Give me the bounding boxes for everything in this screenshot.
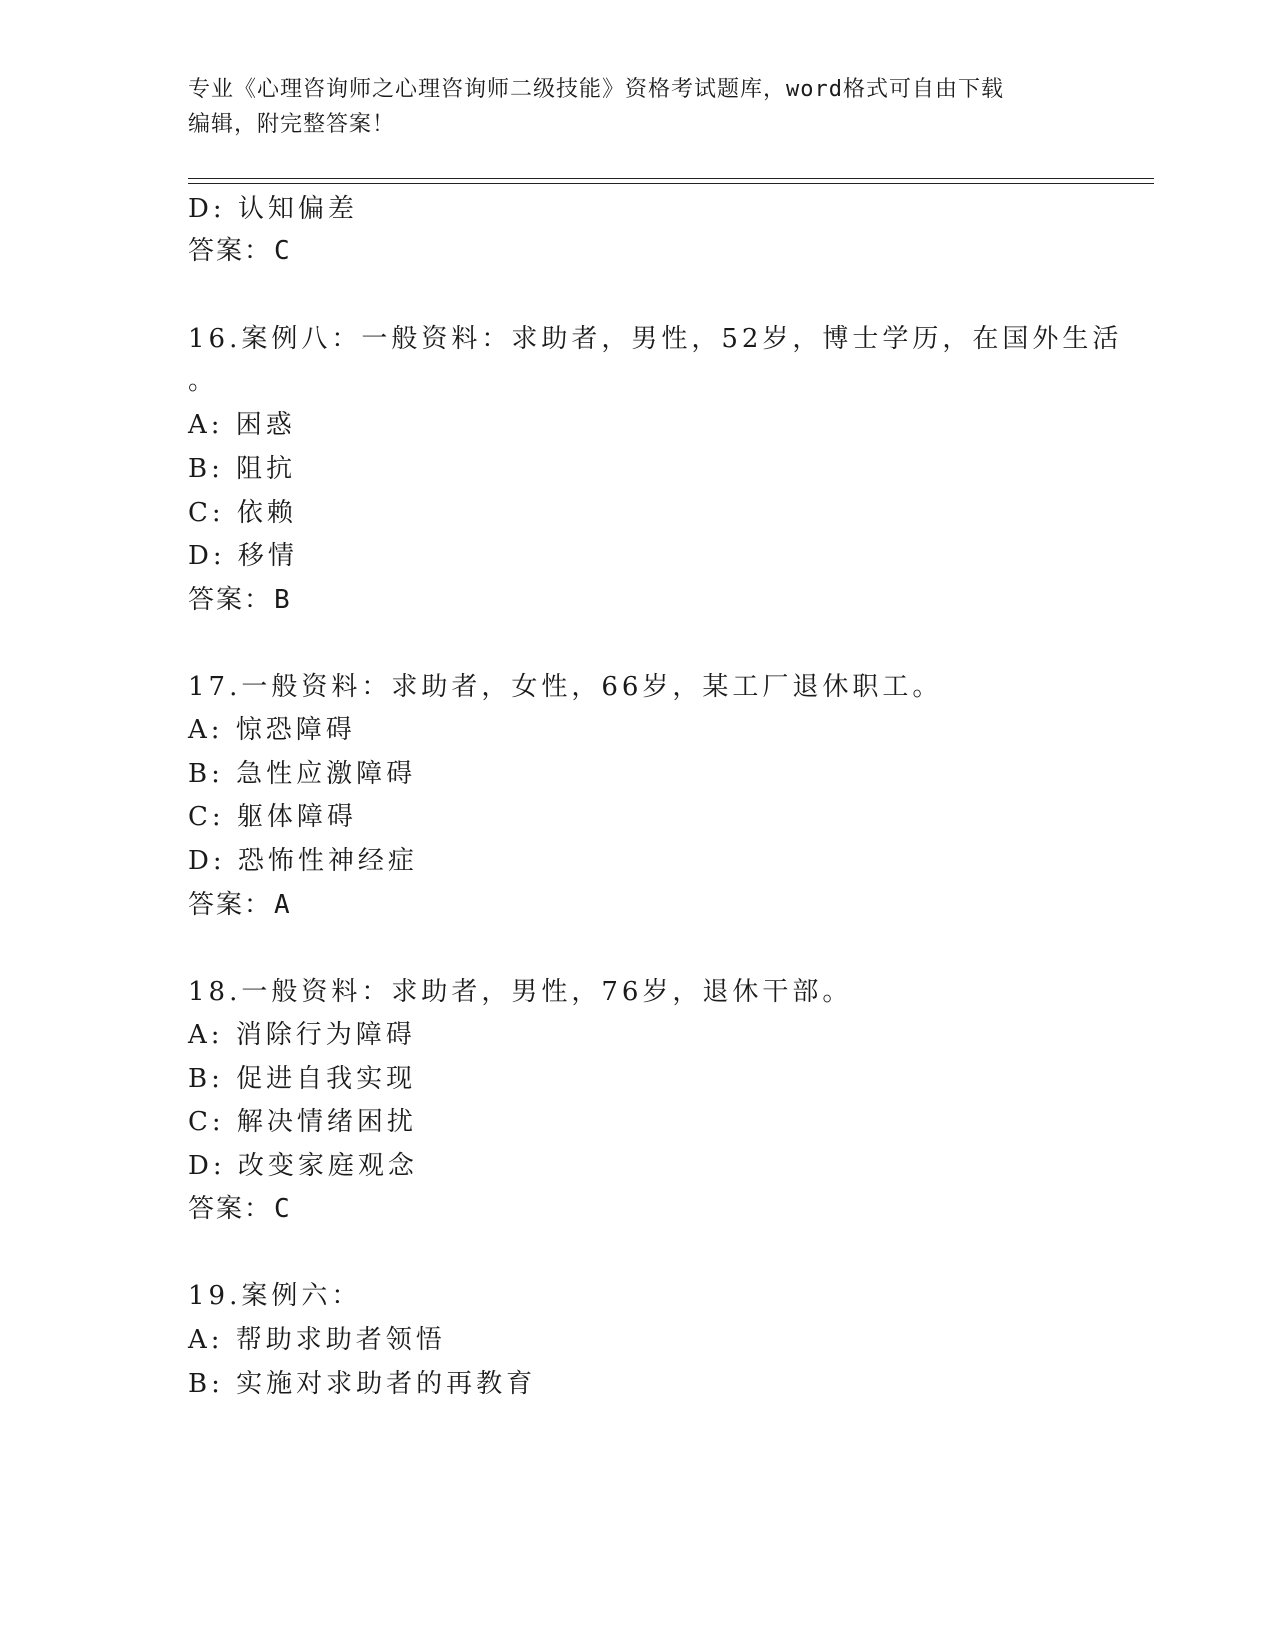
question-18-option-a: A: 消除行为障碍 — [188, 1020, 416, 1050]
question-18-answer — [188, 1188, 292, 1225]
header-divider-top — [188, 178, 1154, 179]
question-18-option-b: B: 促进自我实现 — [188, 1064, 417, 1094]
answer-value: A — [274, 890, 292, 920]
answer-label: 答案： — [188, 585, 273, 615]
question-16-option-a: A: 困惑 — [188, 410, 296, 440]
header-line-2: 编辑，附完整答案！ — [188, 112, 396, 137]
question-16-stem-cont: 。 — [188, 366, 219, 396]
question-16-answer — [188, 579, 292, 616]
prev-answer — [188, 230, 292, 267]
question-16-option-c: C: 依赖 — [188, 498, 297, 528]
question-17-option-c: C: 躯体障碍 — [188, 802, 357, 832]
question-16-option-d: D: 移情 — [188, 541, 298, 571]
question-17-answer — [188, 884, 292, 921]
question-17-option-d: D: 恐怖性神经症 — [188, 846, 418, 876]
prev-option-d: D: 认知偏差 — [188, 194, 358, 224]
question-17-stem: 17.一般资料：求助者，女性，66岁，某工厂退休职工。 — [188, 672, 943, 702]
question-17-option-b: B: 急性应激障碍 — [188, 759, 417, 789]
answer-label: 答案： — [188, 1194, 273, 1224]
answer-value: C — [274, 1194, 292, 1224]
question-19-option-a: A: 帮助求助者领悟 — [188, 1325, 446, 1355]
header-line-1: 专业《心理咨询师之心理咨询师二级技能》资格考试题库，word格式可自由下载 — [188, 77, 1004, 102]
answer-value: B — [274, 585, 292, 615]
question-17-option-a: A: 惊恐障碍 — [188, 715, 356, 745]
question-18-option-c: C: 解决情绪困扰 — [188, 1107, 417, 1137]
question-19-option-b: B: 实施对求助者的再教育 — [188, 1369, 537, 1399]
answer-label: 答案： — [188, 236, 273, 266]
header-divider-bottom — [188, 183, 1154, 184]
question-18-stem: 18.一般资料：求助者，男性，76岁，退休干部。 — [188, 977, 853, 1007]
question-18-option-d: D: 改变家庭观念 — [188, 1151, 418, 1181]
question-16-option-b: B: 阻抗 — [188, 454, 297, 484]
answer-value: C — [274, 236, 292, 266]
answer-label: 答案： — [188, 890, 273, 920]
page-header — [188, 72, 1088, 142]
question-16-stem: 16.案例八：一般资料：求助者，男性，52岁，博士学历，在国外生活 — [188, 324, 1123, 354]
question-19-stem: 19.案例六： — [188, 1281, 362, 1311]
